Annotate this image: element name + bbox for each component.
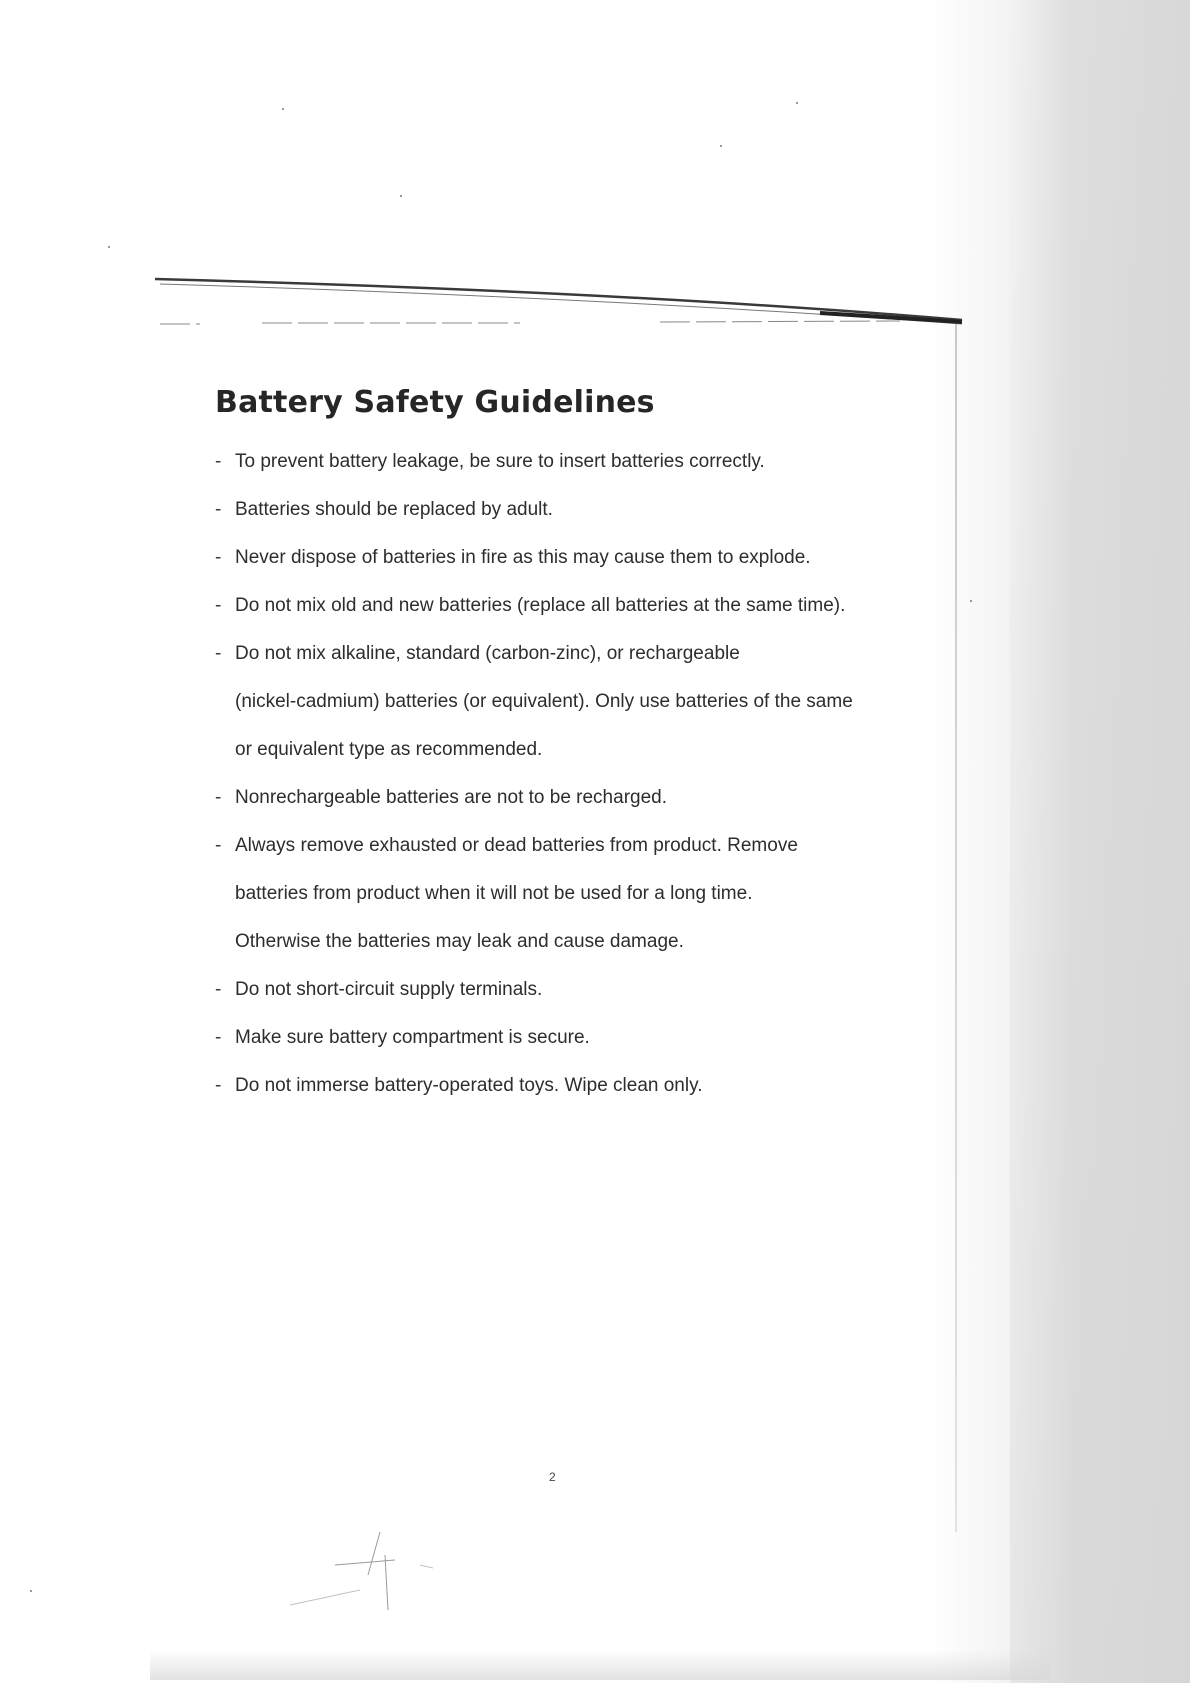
speck <box>400 195 402 197</box>
item-line: Do not immerse battery-operated toys. Wipe clean only. <box>235 1075 703 1096</box>
list-item <box>215 966 955 1014</box>
speck <box>796 102 798 104</box>
list-item <box>215 774 955 822</box>
list-item <box>215 486 955 534</box>
item-line: batteries from product when it will not be used for a long time. <box>235 883 753 904</box>
list-item <box>215 630 955 774</box>
bullet-dash: - <box>215 787 222 808</box>
list-item <box>215 1062 955 1110</box>
item-line: Otherwise the batteries may leak and cause damage. <box>235 931 684 952</box>
list-item <box>215 1014 955 1062</box>
pencil-mark <box>335 1532 395 1610</box>
bullet-dash: - <box>215 1027 222 1048</box>
bullet-dash: - <box>215 643 222 664</box>
item-line: Batteries should be replaced by adult. <box>235 499 553 520</box>
list-item <box>215 438 955 486</box>
item-line: Nonrechargeable batteries are not to be recharged. <box>235 787 667 808</box>
page-title: Battery Safety Guidelines <box>215 385 655 420</box>
item-line: Never dispose of batteries in fire as this may cause them to explode. <box>235 547 811 568</box>
list-item <box>215 582 955 630</box>
speck <box>30 1590 32 1592</box>
bullet-dash: - <box>215 835 222 856</box>
speck <box>720 145 722 147</box>
document-body <box>215 385 955 1110</box>
list-item <box>215 534 955 582</box>
item-line: Always remove exhausted or dead batteries from product. Remove <box>235 835 798 856</box>
item-line: Do not short-circuit supply terminals. <box>235 979 543 1000</box>
speck <box>282 108 284 110</box>
item-line: Do not mix alkaline, standard (carbon-zinc), or rechargeable <box>235 643 740 664</box>
bullet-dash: - <box>215 1075 222 1096</box>
item-line: Do not mix old and new batteries (replace all batteries at the same time). <box>235 595 846 616</box>
page-top-edge-line-2 <box>160 284 962 324</box>
page-number: 2 <box>549 1470 556 1484</box>
bullet-dash: - <box>215 979 222 1000</box>
guideline-list <box>215 438 955 1110</box>
pencil-mark-2 <box>290 1565 433 1605</box>
bullet-dash: - <box>215 499 222 520</box>
list-item <box>215 822 955 966</box>
speck <box>970 600 972 602</box>
item-line: Make sure battery compartment is secure. <box>235 1027 590 1048</box>
item-line: To prevent battery leakage, be sure to insert batteries correctly. <box>235 451 765 472</box>
bullet-dash: - <box>215 451 222 472</box>
speck <box>108 246 110 248</box>
item-line: (nickel-cadmium) batteries (or equivalent). Only use batteries of the same <box>235 691 853 712</box>
page-top-edge-dash <box>160 321 900 324</box>
bullet-dash: - <box>215 595 222 616</box>
bullet-dash: - <box>215 547 222 568</box>
item-line: or equivalent type as recommended. <box>235 739 543 760</box>
